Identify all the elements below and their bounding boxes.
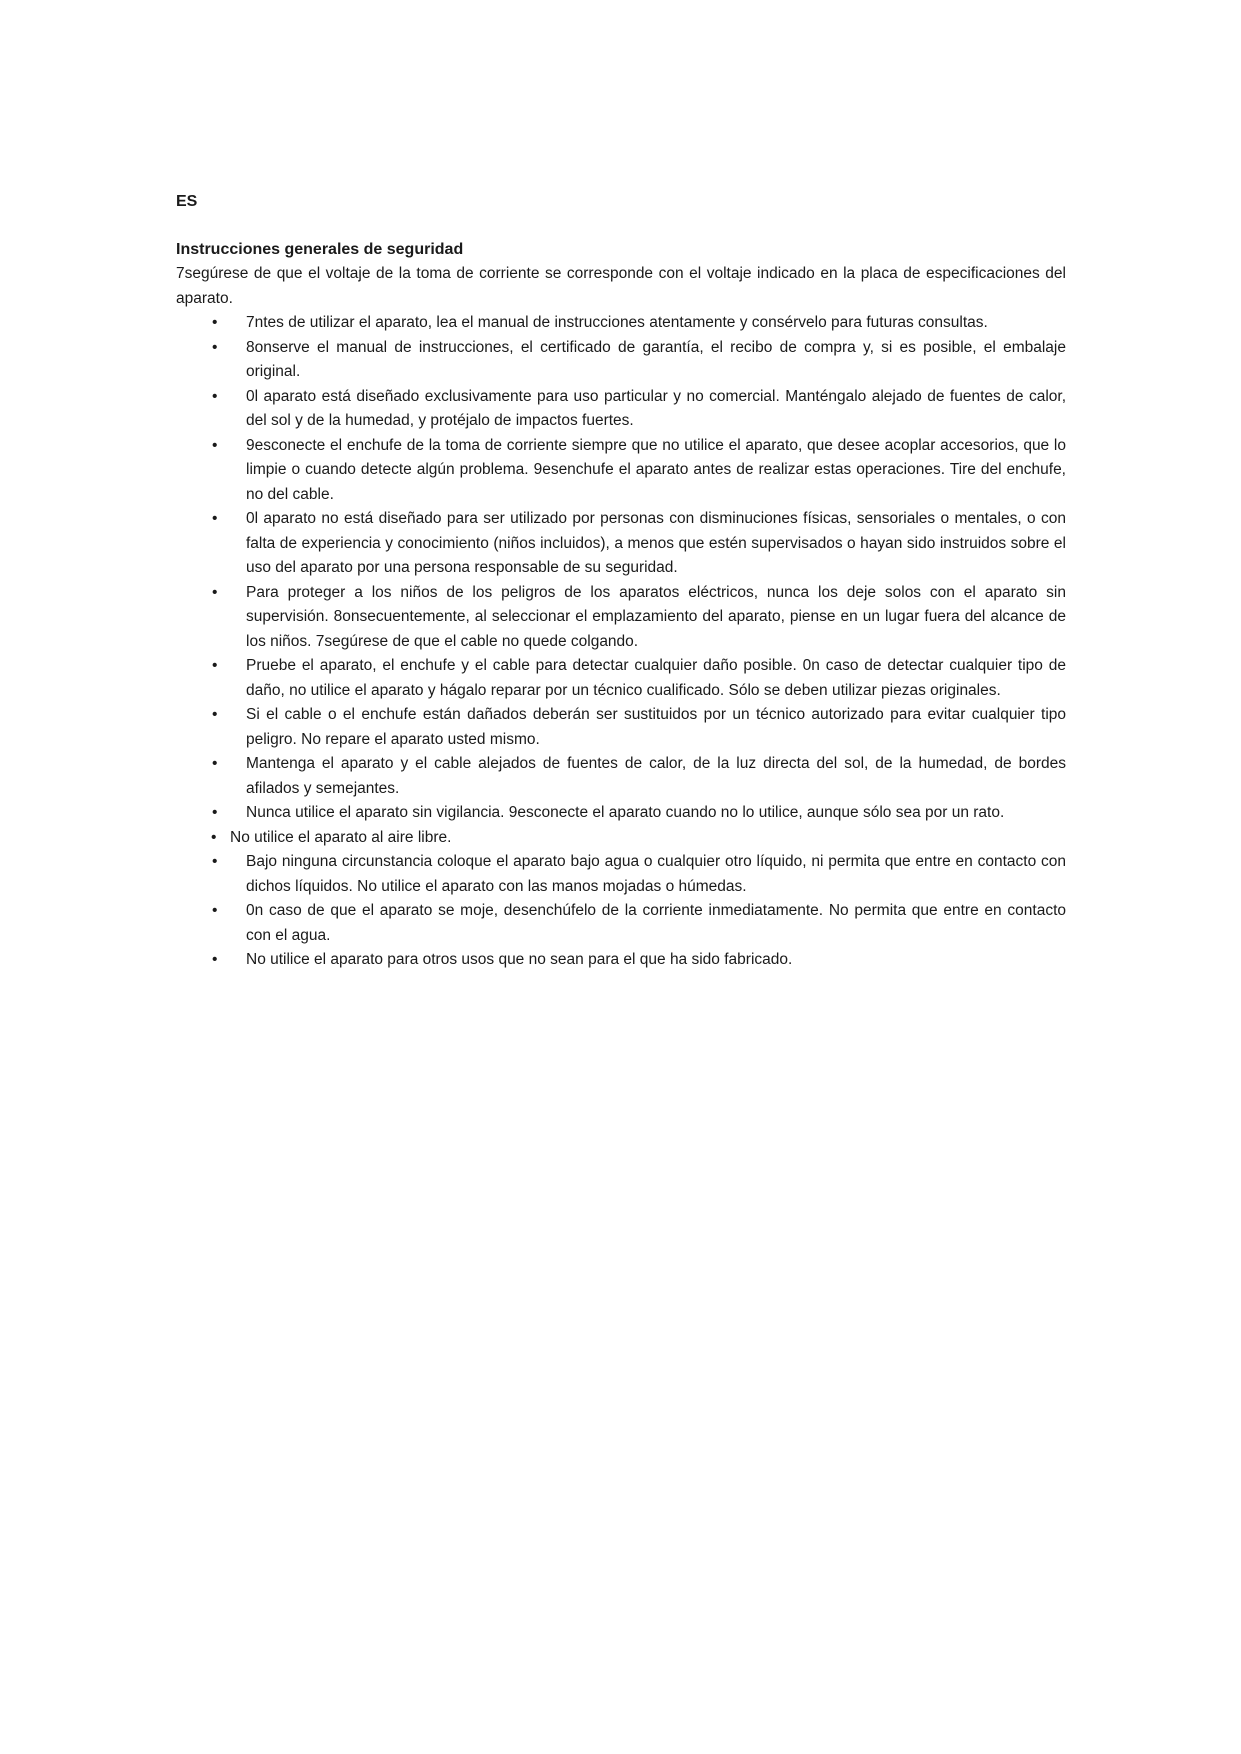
- list-item: [176, 507, 1066, 581]
- list-item-text: 0l aparato no está diseñado para ser utilizado por personas con disminuciones físicas, sensoriales o mentales, o con falta de experiencia y conocimiento (niños incluidos), a menos que estén supervisados o hayan sido instruidos sobre el uso del aparato por una persona responsable de su seguridad.: [246, 510, 1066, 576]
- list-item-text: 9esconecte el enchufe de la toma de corriente siempre que no utilice el aparato, que desee acoplar accesorios, que lo limpie o cuando detecte algún problema. 9esenchufe el aparato antes de realizar estas operaciones. Tire del enchufe, no del cable.: [246, 436, 1066, 503]
- list-item-text: Si el cable o el enchufe están dañados deberán ser sustituidos por un técnico autorizado para evitar cualquier tipo peligro. No repare el aparato usted mismo.: [246, 706, 1066, 748]
- list-item-text: No utilice el aparato para otros usos que no sean para el que ha sido fabricado.: [246, 951, 793, 968]
- list-item: [176, 703, 1066, 752]
- bullet-icon: •: [212, 657, 218, 674]
- list-item: [176, 434, 1066, 508]
- list-item-text: No utilice el aparato al aire libre.: [230, 828, 452, 846]
- list-item-text: Mantenga el aparato y el cable alejados de fuentes de calor, de la luz directa del sol, de la humedad, de bordes afilados y semejantes.: [246, 755, 1066, 797]
- list-item-text: Pruebe el aparato, el enchufe y el cable para detectar cualquier daño posible. 0n caso de detectar cualquier tipo de daño, no utilice el aparato y hágalo reparar por un técnico cualificado. Sólo se deben utilizar piezas originales.: [246, 657, 1066, 699]
- list-item-text: Nunca utilice el aparato sin vigilancia. 9esconecte el aparato cuando no lo utilice, aunque sólo sea por un rato.: [246, 804, 1005, 821]
- bullet-icon: •: [212, 804, 218, 821]
- bullet-icon: •: [212, 755, 218, 772]
- bullet-icon: •: [212, 583, 218, 601]
- bullet-icon: •: [212, 387, 218, 405]
- document-page: [176, 190, 1066, 973]
- list-item-text: Para proteger a los niños de los peligros de los aparatos eléctricos, nunca los deje solos con el aparato sin supervisión. 8onsecuentemente, al seleccionar el emplazamiento del aparato, piense en un lugar fuera del alcance de los niños. 7segúrese de que el cable no quede colgando.: [246, 583, 1066, 650]
- intro-paragraph: 7segúrese de que el voltaje de la toma de corriente se corresponde con el voltaje indicado en la placa de especificaciones del aparato.: [176, 265, 1066, 307]
- list-item: [176, 801, 1066, 826]
- list-item: [176, 948, 1066, 973]
- section-title: Instrucciones generales de seguridad: [176, 241, 464, 258]
- bullet-icon: •: [211, 828, 217, 846]
- list-item: [176, 752, 1066, 801]
- list-item-text: 8onserve el manual de instrucciones, el certificado de garantía, el recibo de compra y, si es posible, el embalaje original.: [246, 338, 1066, 380]
- bullet-icon: •: [212, 338, 218, 356]
- list-item: [176, 654, 1066, 703]
- list-item-text: 0n caso de que el aparato se moje, desenchúfelo de la corriente inmediatamente. No permita que entre en contacto con el agua.: [246, 902, 1066, 944]
- list-item: [176, 385, 1066, 434]
- bullet-icon: •: [212, 951, 218, 968]
- language-code: ES: [176, 193, 198, 210]
- list-item: [176, 311, 1066, 336]
- list-item: [176, 581, 1066, 655]
- list-item-text: 7ntes de utilizar el aparato, lea el manual de instrucciones atentamente y consérvelo para futuras consultas.: [246, 314, 988, 331]
- bullet-icon: •: [212, 436, 218, 454]
- bullet-icon: •: [212, 902, 218, 919]
- list-item-text: Bajo ninguna circunstancia coloque el aparato bajo agua o cualquier otro líquido, ni permita que entre en contacto con dichos líquidos. No utilice el aparato con las manos mojadas o húmedas.: [246, 853, 1066, 895]
- list-item: [176, 850, 1066, 899]
- safety-list: [176, 311, 1066, 973]
- list-item: [176, 899, 1066, 948]
- bullet-icon: •: [212, 853, 218, 870]
- bullet-icon: •: [212, 314, 218, 331]
- list-item-text: 0l aparato está diseñado exclusivamente para uso particular y no comercial. Manténgalo alejado de fuentes de calor, del sol y de la humedad, y protéjalo de impactos fuertes.: [246, 387, 1066, 429]
- list-item: [176, 336, 1066, 385]
- bullet-icon: •: [212, 510, 218, 527]
- bullet-icon: •: [212, 706, 218, 723]
- list-item: [176, 826, 1066, 851]
